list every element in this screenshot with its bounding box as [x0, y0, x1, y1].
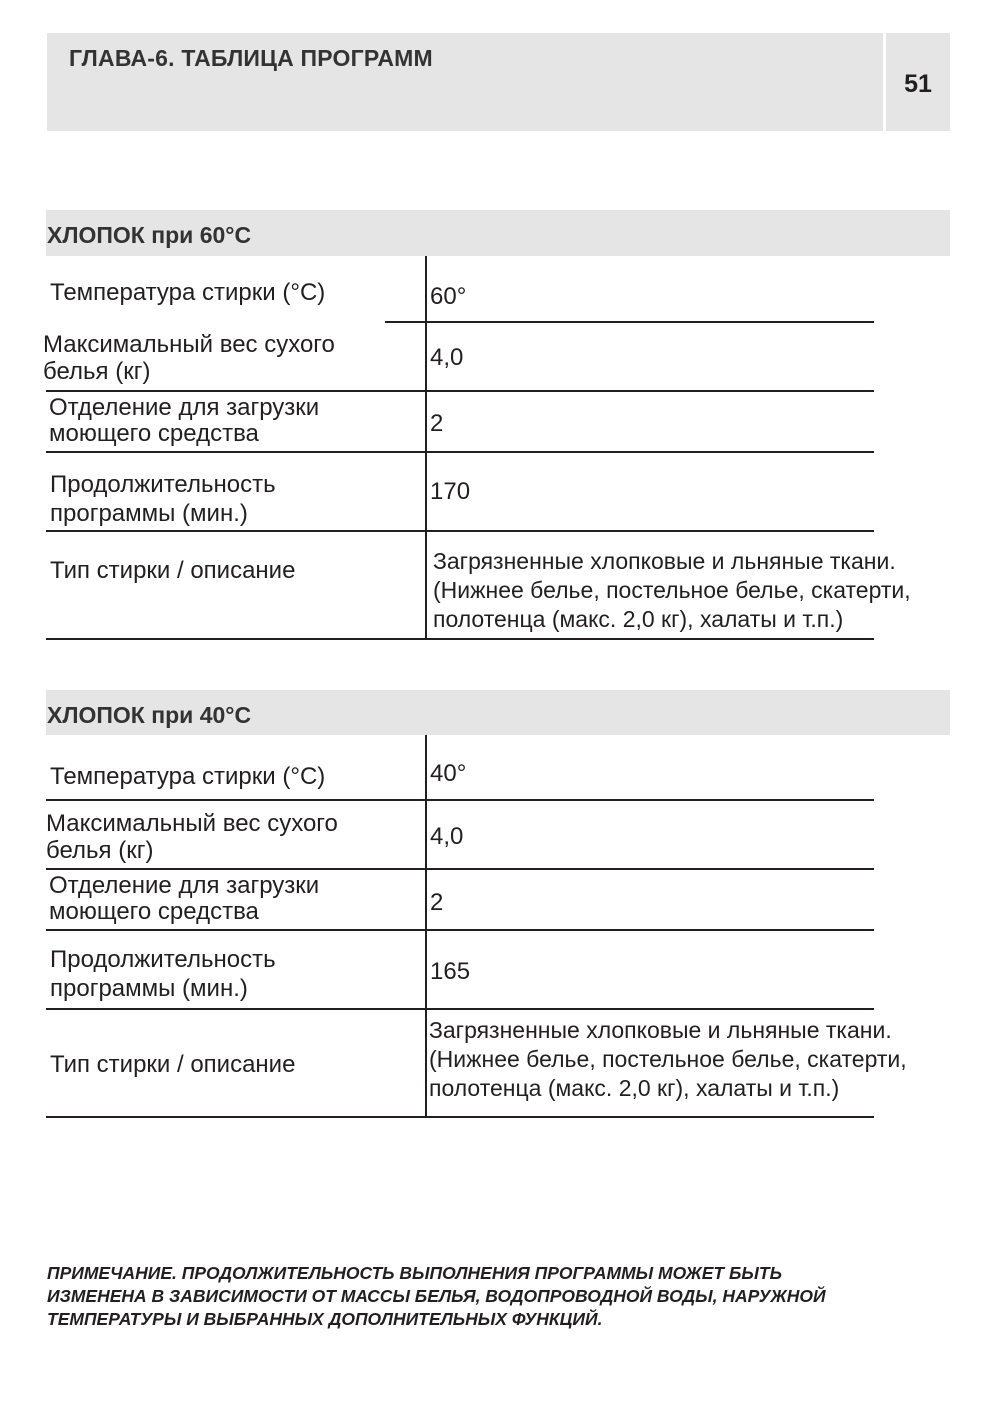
row-value-duration: 165 [430, 958, 471, 985]
program-duration-note [47, 1262, 927, 1331]
row-value-detergent-compartment: 2 [430, 889, 444, 916]
row-divider [46, 451, 874, 453]
row-label-temperature: Температура стирки (°C) [50, 279, 326, 306]
row-value-duration: 170 [430, 478, 471, 505]
section-title: ХЛОПОК при 40°C [47, 702, 252, 728]
section-header [46, 690, 950, 735]
row-label-wash-type: Тип стирки / описание [50, 557, 296, 584]
row-label-detergent-compartment: Отделение для загрузки моющего средства [49, 872, 320, 925]
row-value-detergent-compartment: 2 [430, 410, 444, 437]
row-label-max-weight: Максимальный вес сухого белья (кг) [43, 331, 335, 385]
section-title: ХЛОПОК при 60°C [47, 222, 252, 248]
row-label-duration: Продолжительность программы (мин.) [50, 471, 276, 527]
row-label-wash-type: Тип стирки / описание [50, 1051, 296, 1078]
row-label-temperature: Температура стирки (°C) [50, 763, 326, 790]
row-divider [46, 799, 874, 801]
chapter-title: ГЛАВА-6. ТАБЛИЦА ПРОГРАММ [69, 45, 433, 71]
note-line: ТЕМПЕРАТУРЫ И ВЫБРАННЫХ ДОПОЛНИТЕЛЬНЫХ ФУНКЦИЙ. [47, 1309, 603, 1329]
row-divider [46, 929, 874, 931]
row-value-wash-description: Загрязненные хлопковые и льняные ткани. (Нижнее белье, постельное белье, скатерти, полотенца (макс. 2,0 кг), халаты и т.п.) [429, 1017, 907, 1101]
row-value-temperature: 40° [430, 760, 467, 787]
row-divider [46, 1008, 874, 1010]
row-value-max-weight: 4,0 [430, 823, 464, 850]
row-divider [46, 530, 874, 532]
row-value-max-weight: 4,0 [430, 344, 464, 371]
row-value-temperature: 60° [430, 283, 467, 310]
program-table-cotton-60 [43, 210, 950, 642]
chapter-header [47, 33, 883, 131]
note-line: ПРИМЕЧАНИЕ. ПРОДОЛЖИТЕЛЬНОСТЬ ВЫПОЛНЕНИЯ ПРОГРАММЫ МОЖЕТ БЫТЬ [47, 1263, 782, 1283]
row-divider [46, 868, 874, 870]
row-divider [46, 1116, 874, 1118]
row-divider [385, 321, 874, 323]
program-table-cotton-40 [46, 690, 950, 1120]
column-divider [425, 256, 427, 640]
column-divider [425, 735, 427, 1118]
row-value-wash-description: Загрязненные хлопковые и льняные ткани. (Нижнее белье, постельное белье, скатерти, полотенца (макс. 2,0 кг), халаты и т.п.) [433, 548, 911, 632]
row-label-detergent-compartment: Отделение для загрузки моющего средства [49, 394, 320, 447]
page-number: 51 [904, 70, 932, 98]
note-line: ИЗМЕНЕНА В ЗАВИСИМОСТИ ОТ МАССЫ БЕЛЬЯ, ВОДОПРОВОДНОЙ ВОДЫ, НАРУЖНОЙ [47, 1286, 826, 1306]
row-label-max-weight: Максимальный вес сухого белья (кг) [46, 810, 338, 864]
row-divider [46, 390, 874, 392]
section-header [46, 210, 950, 256]
row-label-duration: Продолжительность программы (мин.) [50, 946, 276, 1002]
row-divider [46, 638, 874, 640]
page-number-box [886, 33, 950, 131]
